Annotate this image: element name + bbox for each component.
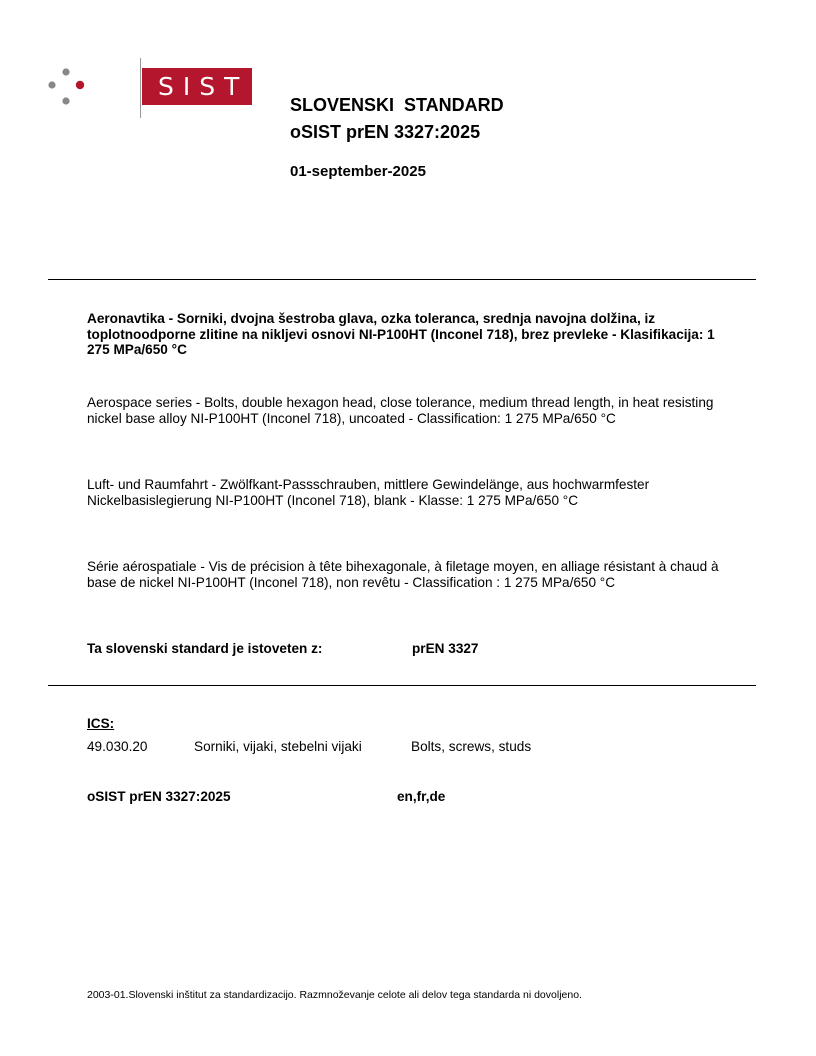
standard-code: oSIST prEN 3327:2025 (290, 122, 481, 142)
identical-label: Ta slovenski standard je istoveten z: (87, 641, 323, 656)
divider-top (48, 279, 756, 280)
title-english: Aerospace series - Bolts, double hexagon head, close tolerance, medium thread length, in heat resisting nickel base alloy NI-P100HT (Inconel 718), uncoated - Classification: 1 275 MPa/650 °C (87, 395, 714, 426)
sist-logo (48, 68, 249, 120)
logo-divider (140, 58, 141, 118)
standard-type: SLOVENSKI STANDARD (290, 95, 504, 115)
title-german: Luft- und Raumfahrt - Zwölfkant-Passschrauben, mittlere Gewindelänge, aus hochwarmfester Nickelbasislegierung NI-P100HT (Inconel 718), blank - Klasse: 1 275 MPa/650 °C (87, 477, 650, 508)
ics-description-en: Bolts, screws, studs (411, 739, 532, 754)
logo-dots-icon (48, 68, 98, 112)
title-slovenian: Aeronavtika - Sorniki, dvojna šestroba glava, ozka toleranca, srednja navojna dolžina, iz toplotnoodporne zlitine na nikljevi osnovi NI-P100HT (Inconel 718), brez prevleke - Klasifikacija: 1 275 MPa/650 °C (87, 311, 715, 357)
title-french: Série aérospatiale - Vis de précision à tête bihexagonale, à filetage moyen, en alliage résistant à chaud à base de nickel NI-P100HT (Inconel 718), non revêtu - Classification : 1 275 MPa/650 °C (87, 559, 719, 590)
identical-value: prEN 3327 (412, 641, 479, 656)
standard-date: 01-september-2025 (290, 163, 426, 180)
ics-description-sl: Sorniki, vijaki, stebelni vijaki (194, 739, 362, 754)
logo-wordmark: SIST (142, 68, 252, 105)
document-code: oSIST prEN 3327:2025 (87, 789, 231, 804)
copyright-footer: 2003-01.Slovenski inštitut za standardizacijo. Razmnoževanje celote ali delov tega standarda ni dovoljeno. (87, 989, 582, 1001)
ics-code: 49.030.20 (87, 739, 148, 754)
divider-bottom (48, 685, 756, 686)
ics-label: ICS: (87, 716, 115, 731)
document-languages: en,fr,de (397, 789, 446, 804)
